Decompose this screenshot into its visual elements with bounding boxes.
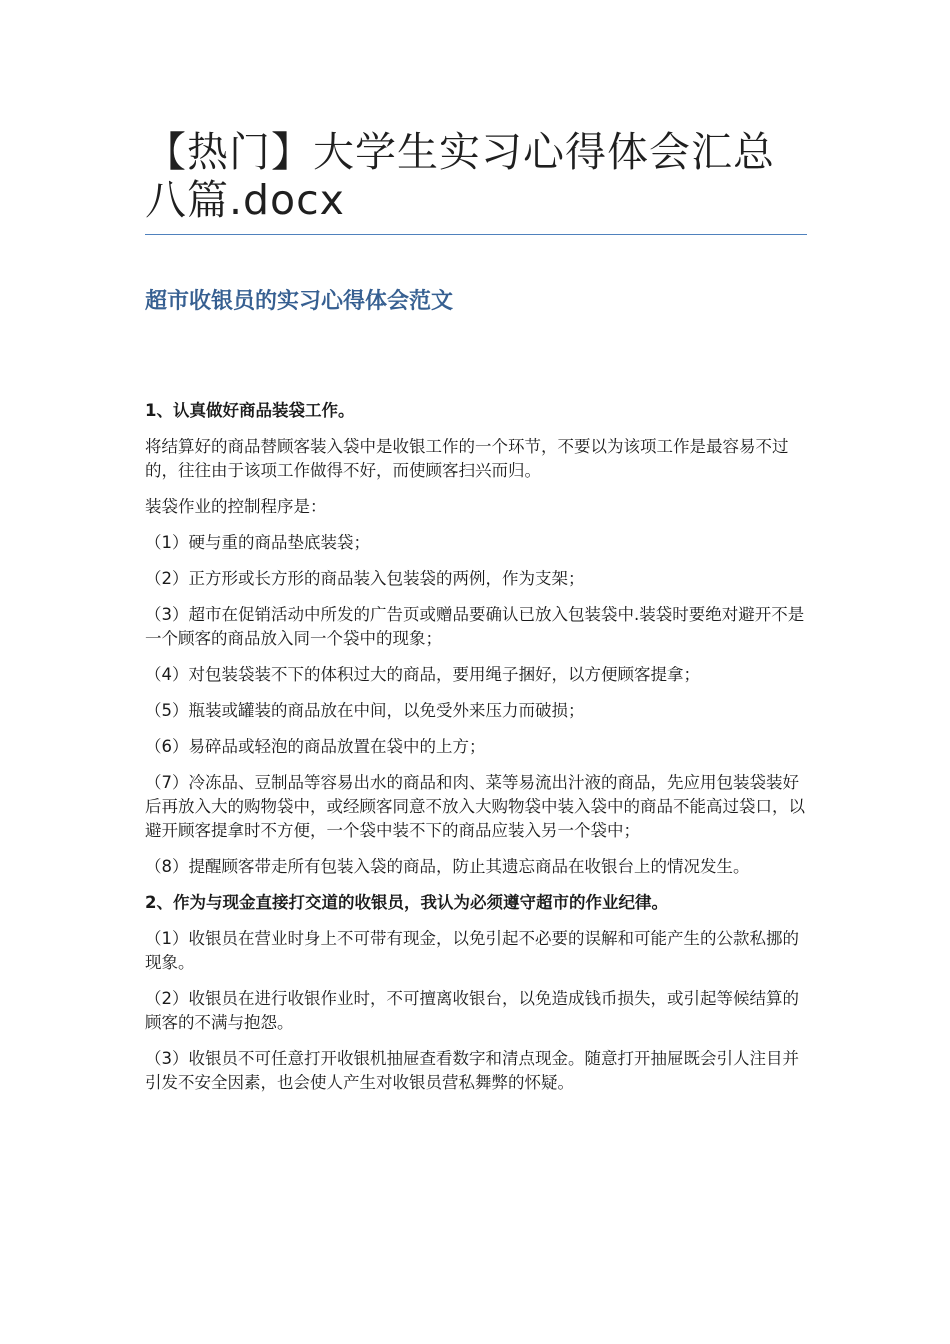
paragraph: （3）收银员不可任意打开收银机抽屉查看数字和清点现金。随意打开抽屉既会引人注目并引发不安全因素，也会使人产生对收银员营私舞弊的怀疑。 [145,1049,799,1092]
paragraph: 装袋作业的控制程序是： [145,497,327,516]
paragraph: （6）易碎品或轻泡的商品放置在袋中的上方； [145,737,486,756]
numbered-heading: 1、认真做好商品装袋工作。 [145,401,355,420]
numbered-heading: 2、作为与现金直接打交道的收银员，我认为必须遵守超市的作业纪律。 [145,893,668,912]
paragraph: （3）超市在促销活动中所发的广告页或赠品要确认已放入包装袋中.装袋时要绝对避开不是一个顾客的商品放入同一个袋中的现象； [145,605,805,648]
paragraph: 将结算好的商品替顾客装入袋中是收银工作的一个环节，不要以为该项工作是最容易不过的，往往由于该项工作做得不好，而使顾客扫兴而归。 [145,437,789,480]
paragraph: （1）收银员在营业时身上不可带有现金，以免引起不必要的误解和可能产生的公款私挪的现象。 [145,929,799,972]
paragraph: （4）对包装袋装不下的体积过大的商品，要用绳子捆好，以方便顾客提拿； [145,665,700,684]
document-body [145,399,807,1095]
document-page [145,0,807,1107]
paragraph: （1）硬与重的商品垫底装袋； [145,533,370,552]
paragraph: （8）提醒顾客带走所有包装入袋的商品，防止其遗忘商品在收银台上的情况发生。 [145,857,750,876]
paragraph: （2）收银员在进行收银作业时，不可擅离收银台，以免造成钱币损失，或引起等候结算的顾客的不满与抱怨。 [145,989,799,1032]
document-title: 【热门】大学生实习心得体会汇总八篇.docx [145,128,775,224]
paragraph: （7）冷冻品、豆制品等容易出水的商品和肉、菜等易流出汁液的商品，先应用包装袋装好后再放入大的购物袋中，或经顾客同意不放入大购物袋中装入袋中的商品不能高过袋口，以避开顾客提拿时不方便，一个袋中装不下的商品应装入另一个袋中； [145,773,805,840]
paragraph: （2）正方形或长方形的商品装入包装袋的两例，作为支架； [145,569,585,588]
paragraph: （5）瓶装或罐装的商品放在中间，以免受外来压力而破损； [145,701,585,720]
section-heading: 超市收银员的实习心得体会范文 [145,289,454,314]
title-underline [145,234,807,235]
